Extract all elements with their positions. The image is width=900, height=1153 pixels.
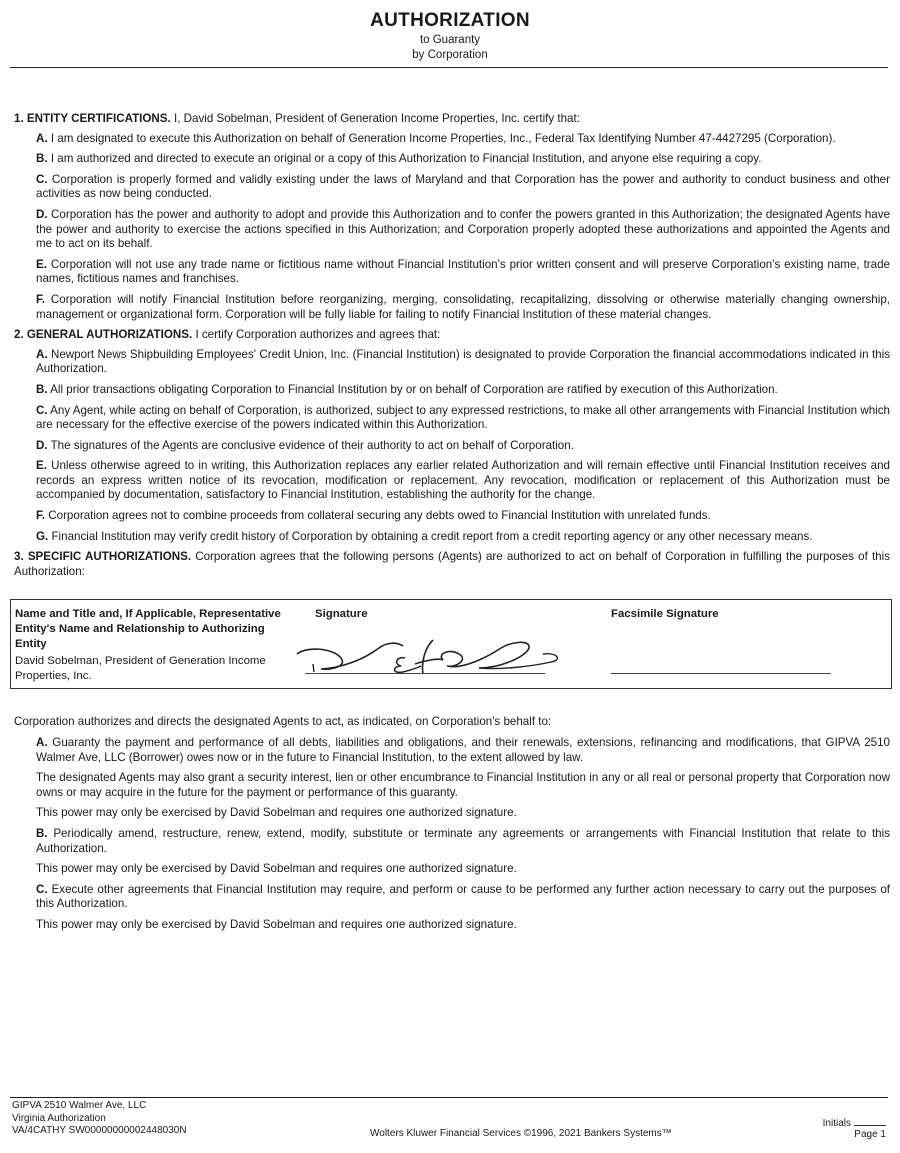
list-item bbox=[36, 736, 890, 765]
list-item bbox=[36, 404, 890, 433]
item-label: G. bbox=[36, 529, 49, 543]
item-label: C. bbox=[36, 403, 48, 417]
item-label: C. bbox=[36, 882, 48, 896]
list-item bbox=[36, 509, 890, 524]
item-text: All prior transactions obligating Corporation to Financial Institution by or on behalf of Corporation are ratified by execution of this Authorization. bbox=[47, 382, 778, 396]
document-body bbox=[14, 112, 890, 939]
document-subtitle-1: to Guaranty bbox=[419, 34, 481, 46]
list-item bbox=[36, 258, 890, 287]
item-label: A. bbox=[36, 347, 48, 361]
list-item bbox=[36, 348, 890, 377]
item-label: B. bbox=[36, 152, 48, 166]
section-heading-label: 2. GENERAL AUTHORIZATIONS. bbox=[14, 328, 193, 342]
item-label: D. bbox=[36, 438, 48, 452]
list-item bbox=[36, 883, 890, 912]
item-text: Corporation has the power and authority to adopt and provide this Authorization and to confer the powers granted in this Authorization; the designated Agents have the power and authority to exercise the actions specified in this Authorization; and Corporation properly adopted these authorizations and appointed the Agents and me to act on its behalf. bbox=[36, 207, 890, 251]
facsimile-signature-header: Facsimile Signature bbox=[611, 608, 719, 621]
footer-document-info bbox=[12, 1100, 187, 1138]
item-text: The signatures of the Agents are conclusive evidence of their authority to act on behalf of Corporation. bbox=[47, 438, 574, 452]
footer-form-id: VA/4CATHY SW00000000002448030N bbox=[12, 1125, 187, 1136]
item-label: E. bbox=[36, 459, 47, 473]
section-entity-certifications bbox=[14, 112, 890, 322]
list-item bbox=[36, 862, 890, 877]
powers-intro: Corporation authorizes and directs the designated Agents to act, as indicated, on Corporation's behalf to: bbox=[14, 715, 552, 729]
list-item bbox=[36, 918, 890, 933]
section-heading-label: 3. SPECIFIC AUTHORIZATIONS. bbox=[14, 550, 192, 564]
item-label: D. bbox=[36, 207, 48, 221]
item-text: I am authorized and directed to execute an original or a copy of this Authorization to Financial Institution, and anyone else requiring a copy. bbox=[47, 152, 762, 166]
item-text: I am designated to execute this Authorization on behalf of Generation Income Properties, Inc., Federal Tax Identifying Number 47-4427295 (Corporation). bbox=[47, 131, 836, 145]
section-heading bbox=[14, 550, 890, 579]
section-intro: I, David Sobelman, President of Generation Income Properties, Inc. certify that: bbox=[170, 112, 580, 125]
footer-divider bbox=[10, 1097, 888, 1098]
item-text: Financial Institution may verify credit history of Corporation by obtaining a credit report from a credit reporting agency or any other necessary means. bbox=[48, 529, 813, 543]
item-text: Corporation will not use any trade name or fictitious name without Financial Institution's prior written consent and will preserve Corporation's existing name, trade names, fictitious names and franchises. bbox=[36, 257, 890, 286]
footer-form-name: Virginia Authorization bbox=[12, 1112, 106, 1124]
list-item bbox=[36, 806, 890, 821]
agent-name-column bbox=[15, 607, 285, 684]
document-subtitle-2: by Corporation bbox=[412, 49, 488, 61]
item-text: This power may only be exercised by David Sobelman and requires one authorized signature. bbox=[36, 917, 517, 931]
section-intro: Corporation agrees that the following persons (Agents) are authorized to act on behalf of Corporation in fulfilling the purposes of this Authorization: bbox=[14, 550, 890, 578]
item-text: Corporation will notify Financial Institution before reorganizing, merging, consolidating, recapitalizing, dissolving or otherwise materially changing ownership, management or organizational form. Corporation will be fully liable for failing to notify Financial Institution of these material changes. bbox=[36, 292, 890, 321]
item-label: A. bbox=[36, 131, 48, 145]
footer-copyright: Wolters Kluwer Financial Services ©1996, 2021 Bankers Systems™ bbox=[370, 1128, 672, 1139]
list-item bbox=[36, 293, 890, 322]
list-item bbox=[36, 152, 890, 167]
list-item bbox=[36, 132, 890, 147]
signature-line bbox=[305, 673, 545, 674]
list-item bbox=[36, 459, 890, 503]
list-item bbox=[36, 771, 890, 800]
list-item bbox=[36, 827, 890, 856]
item-text: This power may only be exercised by David Sobelman and requires one authorized signature. bbox=[36, 862, 517, 876]
section-heading bbox=[14, 328, 890, 343]
handwritten-signature bbox=[293, 634, 593, 678]
list-item bbox=[36, 439, 890, 454]
item-text: Guaranty the payment and performance of all debts, liabilities and obligations, and their renewals, extensions, refinancing and modifications, that GIPVA 2510 Walmer Ave, LLC (Borrower) owes now or in the future to Financial Institution, to the extent allowed by law. bbox=[36, 736, 890, 764]
item-text: Periodically amend, restructure, renew, extend, modify, substitute or terminate any agreements or arrangements with Financial Institution that relate to this Authorization. bbox=[36, 827, 890, 855]
item-label: B. bbox=[36, 827, 48, 840]
item-label: C. bbox=[36, 172, 48, 186]
item-text: Unless otherwise agreed to in writing, this Authorization replaces any earlier related Authorization and will remain effective until Financial Institution receives and records an express written notice of its revocation, modification or replacement. Any revocation, modification or replacement of this Authorization must be accompanied by documentation, satisfactory to Financial Institution, establishing the authority for the change. bbox=[36, 459, 890, 502]
item-text: The designated Agents may also grant a security interest, lien or other encumbrance to Financial Institution in any or all real or personal property that Corporation now owns or may acquire in the future for the payment or performance of this guaranty. bbox=[36, 771, 890, 799]
item-text: This power may only be exercised by David Sobelman and requires one authorized signature. bbox=[36, 806, 517, 820]
initials-field[interactable] bbox=[854, 1116, 886, 1126]
list-item bbox=[36, 530, 890, 545]
item-label: F. bbox=[36, 509, 46, 523]
facsimile-signature-line bbox=[611, 673, 831, 674]
initials-label: Initials bbox=[822, 1118, 851, 1129]
item-label: A. bbox=[36, 736, 48, 750]
section-specific-authorizations bbox=[14, 550, 890, 579]
section-intro: I certify Corporation authorizes and agrees that: bbox=[192, 328, 441, 342]
item-text: Any Agent, while acting on behalf of Corporation, is authorized, subject to any expressed restrictions, to make all other arrangements with Financial Institution which are necessary for the effective exercise of the powers indicated within this Authorization. bbox=[36, 403, 890, 432]
agent-signature-table bbox=[10, 599, 892, 689]
item-text: Newport News Shipbuilding Employees' Credit Union, Inc. (Financial Institution) is designated to provide Corporation the financial accommodations indicated in this Authorization. bbox=[36, 347, 890, 376]
section-general-authorizations bbox=[14, 328, 890, 544]
list-item bbox=[36, 173, 890, 202]
list-item bbox=[36, 383, 890, 398]
footer-page-number: Page 1 bbox=[854, 1129, 886, 1140]
header-divider bbox=[10, 67, 888, 68]
footer-borrower: GIPVA 2510 Walmer Ave, LLC bbox=[12, 1100, 147, 1111]
item-text: Execute other agreements that Financial Institution may require, and perform or cause to be performed any further action necessary to carry out the purposes of this Authorization. bbox=[36, 882, 890, 911]
item-text: Corporation agrees not to combine proceeds from collateral securing any debts owed to Financial Institution with unrelated funds. bbox=[45, 509, 711, 523]
item-label: F. bbox=[36, 292, 46, 306]
section-heading-label: 1. ENTITY CERTIFICATIONS. bbox=[14, 112, 171, 125]
signature-header: Signature bbox=[315, 608, 368, 621]
item-label: B. bbox=[36, 382, 48, 396]
list-item bbox=[36, 208, 890, 252]
item-text: Corporation is properly formed and validly existing under the laws of Maryland and that Corporation has the power and authority to conduct business and other activities as now being conducted. bbox=[36, 172, 890, 201]
item-label: E. bbox=[36, 257, 47, 271]
agent-name-header: Name and Title and, If Applicable, Representative Entity's Name and Relationship to Authorizing Entity bbox=[15, 608, 281, 651]
section-heading bbox=[14, 112, 890, 127]
document-title: AUTHORIZATION bbox=[370, 10, 530, 31]
agent-name-value: David Sobelman, President of Generation Income Properties, Inc. bbox=[15, 655, 266, 683]
